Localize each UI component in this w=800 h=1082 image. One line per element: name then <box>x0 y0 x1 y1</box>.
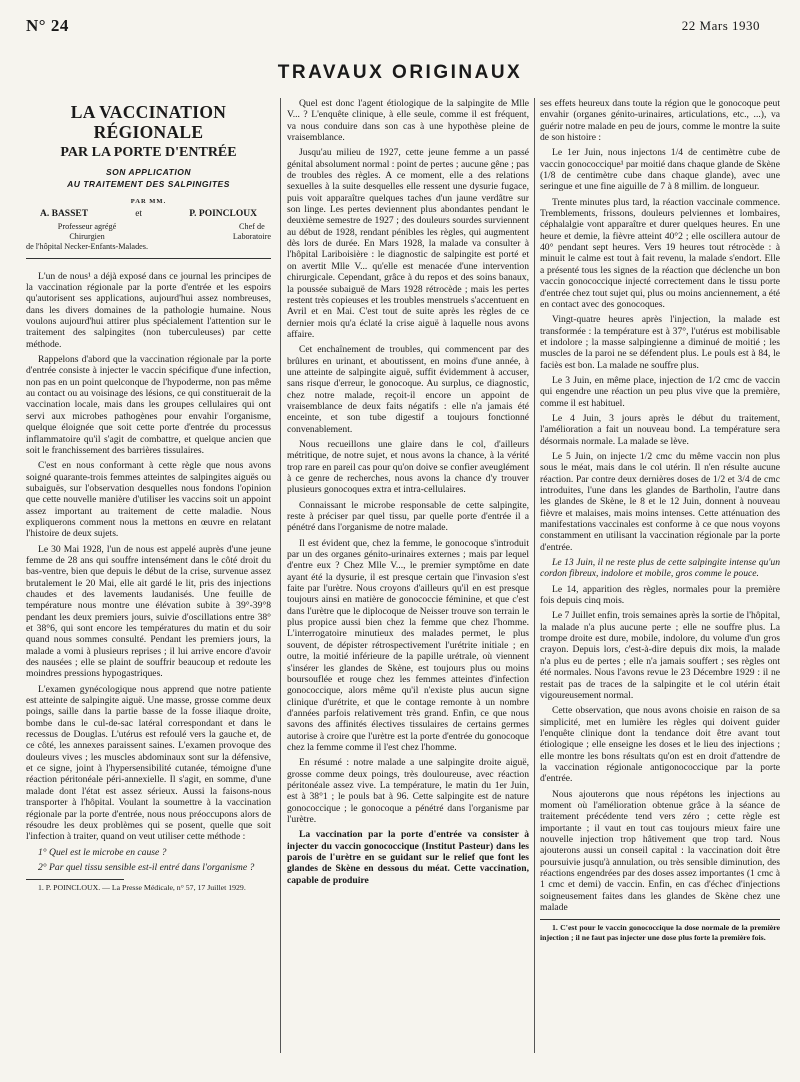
article-subtitle: SON APPLICATION <box>106 167 191 177</box>
issue-date: 22 Mars 1930 <box>681 18 760 33</box>
paragraph: L'un de nous¹ a déjà exposé dans ce journal les principes de la vaccination régionale par la porte d'entrée et les espoirs qu'autorisent ses applications, aujourd'hui assez nombreuses, dans les divers domaines de la pathologie humaine. Nous voulons aujourd'hui attirer plus spécialement l'attention sur le traitement des salpingites (non tuberculeuses) par cette méthode. <box>26 270 271 350</box>
paragraph: Le 1er Juin, nous injectons 1/4 de centimètre cube de vaccin gonococcique¹ par moitié dans chaque glande de Skène (1/8 de centimètre cube dans chaque glande), avec une seringue et une fine aiguille de 7 à 8 millim. de longueur. <box>540 147 780 193</box>
author-conjunction: et <box>135 209 143 220</box>
paragraph: Quel est donc l'agent étiologique de la salpingite de Mlle V... ? L'enquête clinique, à elle seule, comme il est fréquent, va nous conduire dans son cas à une hypothèse pleine de vraisemblance. <box>287 98 529 144</box>
paragraph: Le 4 Juin, 3 jours après le début du traitement, l'amélioration a fait un nouveau bond. La température sera désormais normale. La malade se lève. <box>540 412 780 447</box>
question-2: 2° Par quel tissu sensible est-il entré dans l'organisme ? <box>38 861 255 873</box>
column-rule <box>280 98 281 1053</box>
paragraph: C'est en nous conformant à cette règle que nous avons soigné quarante-trois femmes atteintes de salpingites aiguës ou subaiguës, sur l'observation desquelles nous fondons l'opinion que cette nouvelle manière d'utiliser les vaccins soit un appoint assez important au traitement de cette maladie. Nous expliquerons comment nous la mettons en œuvre en relatant l'histoire de deux sujets. <box>26 460 271 540</box>
paragraph: Nous recueillons une glaire dans le col, d'ailleurs métritique, de notre sujet, et nous avons la chance, à la vérité trop rare en pareil cas pour qu'on doive se confier aveuglément à ce genre de recherches, nous avons la chance d'y trouver plusieurs gonocoques extra et intra-cellulaires. <box>287 438 529 496</box>
paragraph: Le 5 Juin, on injecte 1/2 cmc du même vaccin non plus sous le méat, mais dans le col utérin. Il n'en résulte aucune réaction. Par contre deux dernières doses de 1/2 et 3/4 de cmc introduites, l'une dans les glandes de Bartholin, l'autre dans les glandes de Skène, le 8 et le 12 Juin, donnent à nouveau fièvre et malaises, mais moins intenses. Cette atténuation des manifestations vaccinales est conforme à ce que nous voyons constamment en utilisant la vaccination régionale par la porte d'entrée. <box>540 450 780 553</box>
paragraph: La vaccination par la porte d'entrée va consister à injecter du vaccin gonococcique (Institut Pasteur) dans les parois de l'urètre en se guidant sur le relief que font les glandes de Skène en dessous du méat. Cette vaccination, capable de produire <box>287 829 529 886</box>
paragraph: En résumé : notre malade a une salpingite droite aiguë, grosse comme deux poings, très douloureuse, avec réaction péritonéale assez vive. La température, le matin du 1er Juin, est à 38°1 ; le pouls bat à 96. Cette salpingite est de nature gonococcique ; le gonocoque a pénétré dans l'organisme par l'urètre. <box>287 757 529 825</box>
paragraph: Le 3 Juin, en même place, injection de 1/2 cmc de vaccin qui engendre une réaction un peu plus vive que la première, comme il est habituel. <box>540 374 780 409</box>
affiliations <box>26 222 271 252</box>
par-mm: PAR MM. <box>130 198 167 205</box>
paragraph: Le 13 Juin, il ne reste plus de cette salpingite intense qu'un cordon fibreux, indolore et mobile, gros comme le pouce. <box>540 557 780 580</box>
article-subtitle-line2: AU TRAITEMENT DES SALPINGITES <box>67 179 230 189</box>
issue-number: N° 24 <box>26 16 69 35</box>
footnote: 1. P. POINCLOUX. — La Presse Médicale, n° 57, 17 Juillet 1929. <box>38 883 246 893</box>
author-1: A. BASSET <box>40 209 89 220</box>
paragraph: Le 7 Juillet enfin, trois semaines après la sortie de l'hôpital, la malade n'a plus aucune perte ; elle ne souffre plus. La trompe droite est dure, mobile, indolore, du volume d'un gros crayon. Depuis lors, c'est-à-dire depuis dix mois, la malade n'a plus eu de pertes ; elle n'a jamais souffert ; ses règles ont été normales. Nous l'avons revue le 23 Décembre 1929 : il ne restait pas de traces de la salpingite et le col utérin était vigoureusement normal. <box>540 610 780 701</box>
paragraph: Cette observation, que nous avons choisie en raison de sa simplicité, met en lumière les règles qui doivent guider l'enquête clinique dont la tendance doit être avant tout étiologique ; elle enseigne les doses et le lieu des injections ; elle montre les bons résultats qu'on est en droit d'attendre de la vaccination régionale antigonococcique par la porte d'entrée. <box>540 705 780 785</box>
article-title: LA VACCINATION RÉGIONALE <box>70 102 227 142</box>
paragraph: Connaissant le microbe responsable de cette salpingite, reste à préciser par quel tissu, par quelle porte d'entrée il a pénétré dans l'organisme de notre malade. <box>287 499 529 534</box>
paragraph: Trente minutes plus tard, la réaction vaccinale commence. Tremblements, frissons, douleurs pelviennes et lombaires, céphalalgie vont apparaître et durer quelques heures. En une heure et demie, la fièvre atteint 40°2 ; elle oscillera autour de 40° pendant sept heures. Vers 19 heures tout rétrocède : à minuit le calme est tout à fait revenu, la malade s'endort. Elle a présenté tous les signes de la réaction que déclenche un bon vaccin gonococcique injecté correctement dans le tissu porte d'entrée chez tout sujet qui, plus ou moins anciennement, a été en contact avec des gonocoques. <box>540 196 780 310</box>
affiliation-2: Chef de Laboratoire <box>232 221 271 241</box>
paragraph: Cet enchaînement de troubles, qui commencent par des brûlures en urinant, et aboutissent, en moins d'une année, à une atteinte de salpingite aiguë, suffit évidemment à accuser, sans risque d'erreur, le gonocoque. Au surplus, ce diagnostic, chez notre malade, reçoit-il encore un appoint de vraisemblance de deux faits négatifs : elle n'a jamais été enceinte, et son tube digestif a toujours fonctionné convenablement. <box>287 344 529 435</box>
affiliation-1: Professeur agrégé Chirurgien de l'hôpital Necker-Enfants-Malades. <box>26 221 149 251</box>
footnote-separator <box>26 879 124 880</box>
page-header <box>26 16 760 36</box>
paragraph: Nous ajouterons que nous répétons les injections au moment où l'amélioration obtenue grâce à la séance de traitement précédente tend vers zéro ; cette règle est importante ; il vaut en tout cas toujours mieux faire une nouvelle injection trop hâtivement que trop tard. Nous ajouterons aussi un conseil capital : la vaccination doit être poursuivie jusqu'à annulation, ou très sensible diminution, des réactions engendrées par des doses assez importantes (1 cmc à 1 cmc et demi) de vaccin. Enfin, en cas d'échec d'injections soigneusement faites dans les glandes de Skène chez une malade <box>540 788 780 914</box>
question-1: 1° Quel est le microbe en cause ? <box>38 846 167 858</box>
footnote: 1. C'est pour le vaccin gonococcique la dose normale de la première injection ; il ne faut pas injecter une dose plus forte la première fois. <box>540 923 780 942</box>
author-2: P. POINCLOUX <box>189 209 257 220</box>
paragraph: Le 30 Mai 1928, l'un de nous est appelé auprès d'une jeune femme de 28 ans qui souffre intensément dans le côté droit du bas-ventre, bien que depuis le début de la crise, survenue assez brutalement le 20 Mai, elle ait gardé le lit, pris des injections chaudes et des lavements laudanisés. Une feuille de température nous montre une élévation subite à 39°-39°8 pendant les deux premiers jours, suivie d'oscillations entre 38° et 38°6, qui sont encore les températures du matin et du soir quand nous sommes consulté. Pendant les premiers jours, la malade a vomi à plusieurs reprises ; il lui arrive encore d'avoir des nausées ; elle se plaint de souffrir beaucoup et redoute les moindres pressions hypogastriques. <box>26 543 271 680</box>
footnote-separator <box>540 919 780 920</box>
paragraph: Rappelons d'abord que la vaccination régionale par la porte d'entrée consiste à injecter le vaccin spécifique d'une infection, non pas en un point quelconque de l'hypoderme, non pas même au contact ou au voisinage des lésions, ce qui constituerait de la vaccination locale, mais dans les groupes cellulaires qui ont servi aux microbes pathogènes pour envahir l'organisme, quelque éloignée que soit cette porte d'entrée du processus inflammatoire qu'il s'agit de combattre, et quelque ancien que soit le franchissement des barrières tissulaires. <box>26 354 271 456</box>
paragraph: Il est évident que, chez la femme, le gonocoque s'introduit par un des organes génito-urinaires externes ; mais par lequel d'entre eux ? Chez Mlle V..., le premier symptôme en date ayant été la dysurie, il est presque certain que l'invasion s'est faite par l'urètre. Nous croyons d'ailleurs qu'il en est presque toujours ainsi en matière de gonococcie féminine, et que c'est dans l'urètre que le diplocoque de Neisser trouve son terrain le plus propice aussi bien chez la femme que chez l'homme. L'interrogatoire minutieux des malades permet, le plus souvent, de dépister rétrospectivement l'urétrite initiale ; en outre, la moitié inférieure de la papille urétrale, où viennent s'insérer les glandes de Skène, est toujours plus ou moins boursouflée et rouge chez les femmes atteintes d'infection gonococcique, alors même qu'il n'existe plus aucun signe clinique d'urétrite, et que le contage remonte à un nombre d'années parfois relativement très grand. Enfin, ce que nous savons des affinités électives tissulaires de certains germes autorise à croire que l'urètre est la porte d'entrée du gonocoque chez la femme comme il l'est chez l'homme. <box>287 537 529 753</box>
column-1 <box>26 98 271 1048</box>
article-title-line2: PAR LA PORTE D'ENTRÉE <box>60 145 237 160</box>
title-separator <box>26 258 271 259</box>
paragraph: Vingt-quatre heures après l'injection, la malade est transformée : la température est à 37°, l'utérus est mobilisable et indolore ; la masse salpingienne a diminué de moitié ; les muscles de la paroi ne se défendent plus. Le pouls est à 84, le faciès est bon. La malade ne souffre plus. <box>540 314 780 371</box>
paragraph: Jusqu'au milieu de 1927, cette jeune femme a un passé génital absolument normal : point de pertes ; aucune gêne ; pas de troubles des règles. A ce moment, elle a des relations sexuelles à la suite desquelles elle ressent une dysurie fugace, puis voit apparaître quelques taches d'un jaune verdâtre sur son linge. Les pertes deviennent plus abondantes pendant le deuxième semestre de 1927 ; des douleurs sourdes surviennent au début de 1928, rendant pénibles les règles, qui augmentent dès lors de durée. En Mars 1928, la malade va consulter à l'hôpital Lariboisière : le diagnostic de salpingite est porté et on avertit Mlle V... qu'elle est menacée d'une intervention chirurgicale. Cependant, grâce à du repos et des soins banaux, la poussée subaiguë de Mars 1928 rétrocède ; mais les pertes restent très copieuses et les troubles menstruels s'accentuent en Avril et en Mai. C'est tout de suite après les règles de ce dernier mois qu'a éclaté la crise aiguë à laquelle nous avons affaire. <box>287 147 529 340</box>
column-2 <box>287 98 529 1078</box>
authors <box>26 209 271 220</box>
column-3 <box>540 98 780 1078</box>
paragraph: ses effets heureux dans toute la région que le gonocoque peut envahir (organes génito-urinaires, articulations, etc., ...), va guérir notre malade en peu de jours, comme le montre la suite de son histoire : <box>540 98 780 144</box>
column-rule <box>534 98 535 1053</box>
paragraph: L'examen gynécologique nous apprend que notre patiente est atteinte de salpingite aiguë. Une masse, grosse comme deux poings, saille dans la partie basse de la fosse iliaque droite, bombe dans le cul-de-sac latéral correspondant et dans le recessus de Douglas. L'utérus est refoulé vers la gauche et, de ce côté, les annexes paraissent saines. L'examen provoque des douleurs vives ; les muscles abdominaux sont sur la défensive, et ce signe, joint à l'hypersensibilité cutanée, témoigne d'une réaction péritonéale péri-annexielle. Il s'agit, en somme, d'une malade dont l'état est assez sérieux. Aussi la faisons-nous transporter à l'hôpital. Voulant la soumettre à la vaccination régionale par la porte d'entrée, nous nous préoccupons alors de résoudre les deux problèmes qui se posent, quelle que soit l'infection à traiter, quand on veut utiliser cette méthode : <box>26 683 271 843</box>
section-title: TRAVAUX ORIGINAUX <box>277 62 523 83</box>
paragraph: Le 14, apparition des règles, normales pour la première fois depuis cinq mois. <box>540 583 780 607</box>
